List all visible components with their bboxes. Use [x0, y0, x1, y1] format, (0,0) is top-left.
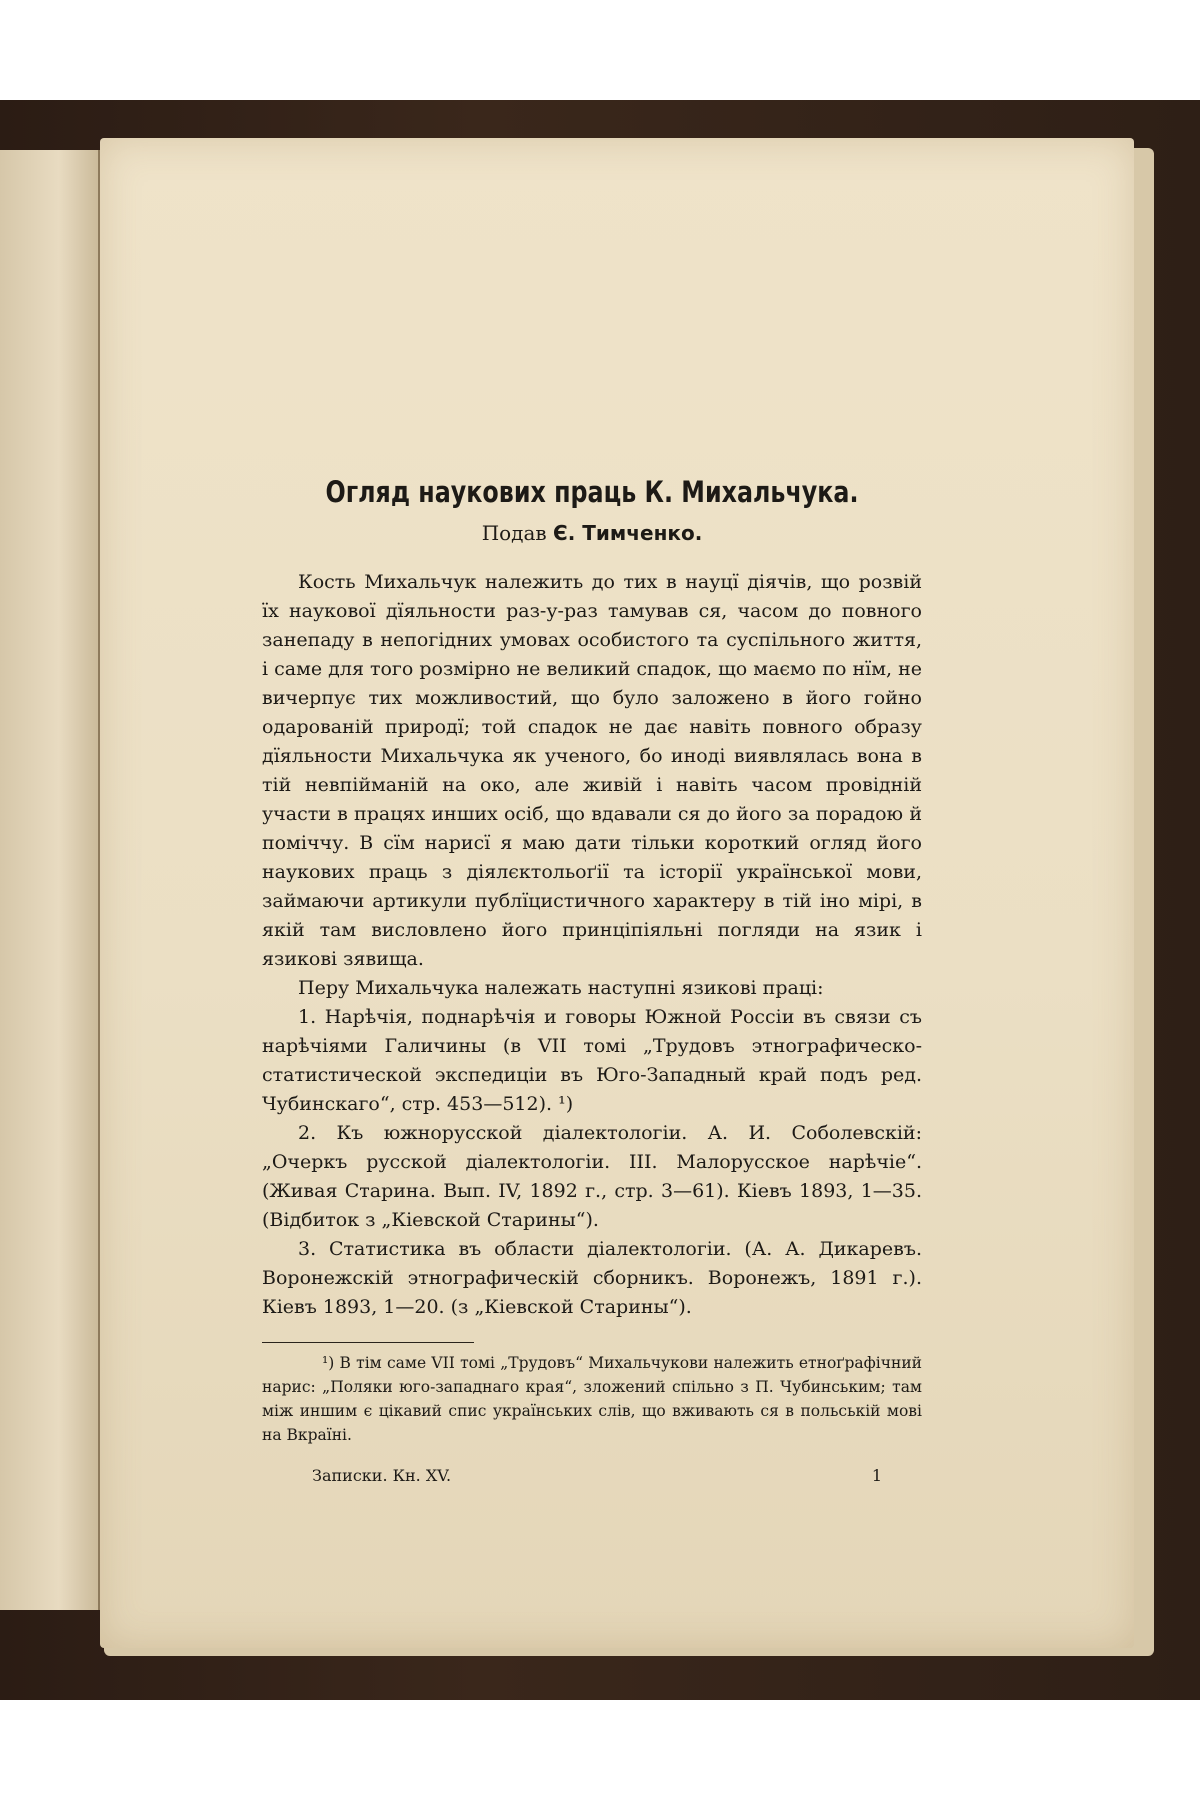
- article-title: Огляд наукових праць К. Михальчука.: [325, 475, 859, 509]
- work-item-1: 1. Нарѣчія, поднарѣчія и говоры Южной Россіи въ связи съ нарѣчіями Галичины (в VII томі „Трудовъ этнографическо-статистической экспедиціи въ Юго-Западный край подъ ред. Чубинскаго“, стр. 453—512). ¹): [262, 1006, 922, 1115]
- byline-prefix: Подав: [481, 521, 547, 545]
- page-number: 1: [871, 1466, 882, 1485]
- work-item-3: 3. Статистика въ области діалектологіи. (А. А. Дикаревъ. Воронежскій этнографическій сборникъ. Воронежъ, 1891 г.). Кіевъ 1893, 1—20. (з „Кіевской Старины“).: [262, 1238, 922, 1318]
- footnote: ¹) В тім саме VII томі „Трудовъ“ Михальчукови належить етноґрафічний нарис: „Поляки юго-западнаго края“, зложений спільно з П. Чубинським; там між иншим є цікавий спис українських слів, що вживають ся в польській мові на Вкраїні.: [262, 1354, 922, 1444]
- page-footer: [262, 1461, 922, 1485]
- byline-author: Є. Тимченко.: [553, 521, 703, 545]
- works-intro: Перу Михальчука належать наступні язикові праці:: [298, 977, 824, 999]
- intro-paragraph: Кость Михальчук належить до тих в науцї діячів, що розвій їх наукової дїяльности раз-у-раз тамував ся, часом до повного занепаду в непогідних умовах особистого та суспільного життя, і саме для того розмірно не великий спадок, що маємо по нїм, не вичерпує тих можливостий, що було заложено в його гойно одарованій природї; той спадок не дає навіть повного образу дїяльности Михальчука як ученого, бо иноді виявлялась вона в тій невпійманій на око, але живій і навіть часом провідній участи в працях инших осіб, що вдавали ся до його за порадою й поміччу. В сїм нарисї я маю дати тільки короткий огляд його наукових праць з діялєктольоґії та історії української мови, займаючи артикули публїцистичного характеру в тій іно мірі, в якій там висловлено його принціпіяльні погляди на язик і язикові зявища.: [262, 571, 922, 970]
- journal-reference: Записки. Кн. XV.: [312, 1466, 452, 1485]
- work-item-2: 2. Къ южнорусской діалектологіи. А. И. Соболевскій: „Очеркъ русской діалектологіи. III. Малорусское нарѣчіе“. (Живая Старина. Вып. IV, 1892 г., стр. 3—61). Кіевъ 1893, 1—35. (Відбиток з „Кіевской Старины“).: [262, 1122, 922, 1231]
- footnote-rule: [262, 1342, 474, 1343]
- page-content: [262, 475, 922, 1485]
- byline: [262, 519, 922, 548]
- facing-page-edge: [0, 150, 101, 1610]
